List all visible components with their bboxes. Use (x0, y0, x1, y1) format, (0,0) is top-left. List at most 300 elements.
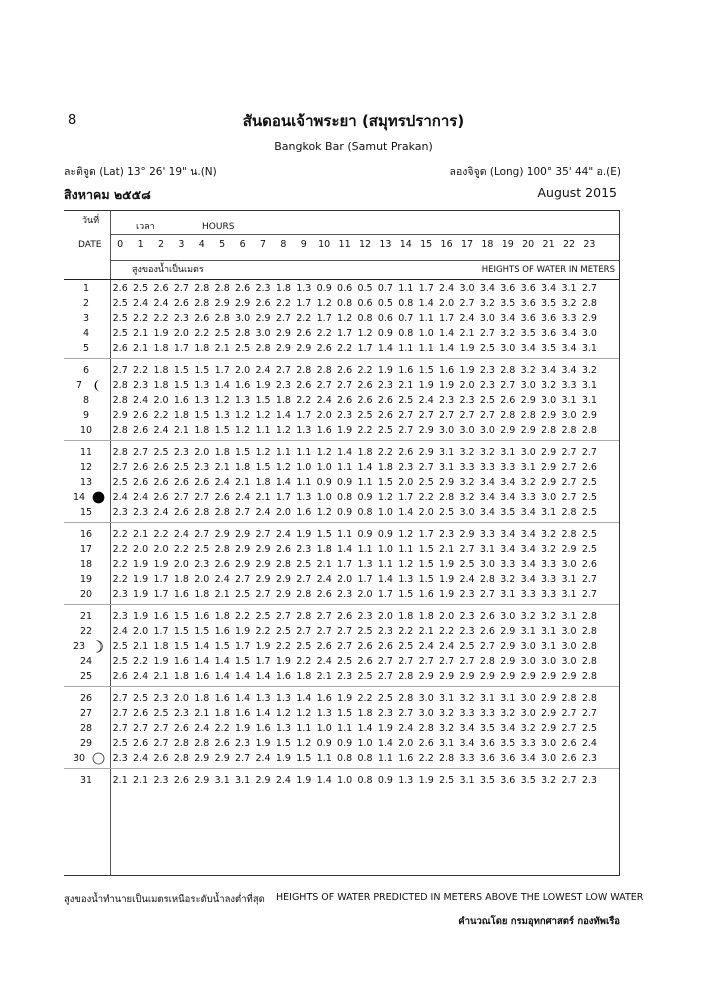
day-number: 20 (79, 589, 93, 600)
water-height-cell: 2.9 (500, 656, 516, 667)
water-height-cell: 2.5 (581, 544, 597, 555)
water-height-cell: 2.5 (357, 626, 373, 637)
water-height-cell: 1.9 (439, 574, 455, 585)
water-height-cell: 2.9 (541, 447, 557, 458)
table-row (64, 736, 620, 751)
water-height-cell: 2.7 (581, 283, 597, 294)
water-height-cell: 2.7 (581, 708, 597, 719)
water-height-cell: 3.4 (561, 365, 577, 376)
water-height-cell: 3.6 (500, 775, 516, 786)
water-height-cell: 2.8 (255, 343, 271, 354)
water-height-cell: 1.3 (398, 775, 414, 786)
hour-label: 21 (542, 239, 555, 250)
page-title-english: Bangkok Bar (Samut Prakan) (274, 140, 433, 153)
water-height-cell: 0.6 (337, 283, 353, 294)
water-height-cell: 2.7 (316, 626, 332, 637)
water-height-cell: 2.8 (418, 723, 434, 734)
water-height-cell: 3.1 (439, 693, 455, 704)
water-height-cell: 3.0 (520, 708, 536, 719)
water-height-cell: 2.7 (561, 492, 577, 503)
water-height-cell: 2.7 (173, 283, 189, 294)
water-height-cell: 2.9 (561, 544, 577, 555)
water-height-cell: 1.8 (316, 544, 332, 555)
water-height-cell: 2.8 (214, 507, 230, 518)
water-height-cell: 2.6 (337, 611, 353, 622)
water-height-cell: 2.6 (214, 559, 230, 570)
water-height-cell: 2.8 (398, 671, 414, 682)
water-height-cell: 1.9 (255, 380, 271, 391)
water-height-cell: 2.0 (398, 477, 414, 488)
water-height-cell: 1.5 (194, 365, 210, 376)
water-height-cell: 1.1 (337, 723, 353, 734)
water-height-cell: 2.5 (357, 671, 373, 682)
hour-label: 18 (481, 239, 494, 250)
water-height-cell: 2.6 (581, 462, 597, 473)
water-height-cell: 1.2 (235, 410, 251, 421)
water-height-cell: 1.6 (296, 507, 312, 518)
water-height-cell: 3.4 (520, 343, 536, 354)
water-height-cell: 1.2 (255, 447, 271, 458)
water-height-cell: 2.9 (194, 753, 210, 764)
water-height-cell: 2.2 (296, 395, 312, 406)
water-height-cell: 2.6 (133, 738, 149, 749)
water-height-cell: 2.8 (581, 656, 597, 667)
water-height-cell: 3.2 (520, 365, 536, 376)
water-height-cell: 2.6 (112, 343, 128, 354)
water-height-cell: 1.5 (235, 447, 251, 458)
water-height-cell: 2.3 (173, 313, 189, 324)
water-height-cell: 1.5 (316, 529, 332, 540)
day-number: 18 (79, 559, 93, 570)
water-height-cell: 2.1 (133, 328, 149, 339)
water-height-cell: 2.6 (133, 708, 149, 719)
water-height-cell: 1.5 (275, 738, 291, 749)
water-height-cell: 1.4 (377, 343, 393, 354)
water-height-cell: 2.8 (561, 693, 577, 704)
water-height-cell: 3.2 (541, 544, 557, 555)
water-height-cell: 2.1 (133, 529, 149, 540)
water-height-cell: 2.9 (275, 328, 291, 339)
water-height-cell: 0.5 (377, 298, 393, 309)
water-height-cell: 1.7 (316, 313, 332, 324)
water-height-cell: 2.0 (133, 544, 149, 555)
hour-label: 9 (300, 239, 307, 250)
water-height-cell: 2.5 (112, 313, 128, 324)
water-height-cell: 1.1 (418, 343, 434, 354)
water-height-cell: 2.5 (173, 462, 189, 473)
water-height-cell: 3.5 (541, 343, 557, 354)
water-height-cell: 2.9 (235, 298, 251, 309)
water-height-cell: 3.0 (459, 283, 475, 294)
water-height-cell: 2.5 (439, 775, 455, 786)
water-height-cell: 1.0 (316, 462, 332, 473)
water-height-cell: 1.7 (153, 574, 169, 585)
water-height-cell: 2.9 (275, 589, 291, 600)
table-row (64, 505, 620, 520)
water-height-cell: 2.6 (275, 544, 291, 555)
water-height-cell: 2.3 (255, 283, 271, 294)
water-height-cell: 2.8 (398, 693, 414, 704)
water-height-cell: 2.5 (377, 425, 393, 436)
water-height-cell: 1.7 (173, 343, 189, 354)
water-height-cell: 0.9 (357, 492, 373, 503)
water-height-cell: 3.0 (561, 410, 577, 421)
water-height-cell: 2.3 (459, 589, 475, 600)
water-height-cell: 3.1 (561, 283, 577, 294)
water-height-cell: 2.8 (439, 492, 455, 503)
water-height-cell: 2.9 (439, 477, 455, 488)
water-height-cell: 1.2 (214, 395, 230, 406)
water-height-cell: 2.5 (581, 492, 597, 503)
water-height-cell: 2.1 (418, 626, 434, 637)
water-height-cell: 3.3 (520, 492, 536, 503)
water-height-cell: 2.8 (214, 544, 230, 555)
water-height-cell: 3.4 (459, 738, 475, 749)
water-height-cell: 2.8 (214, 313, 230, 324)
water-height-cell: 3.3 (541, 589, 557, 600)
water-height-cell: 2.9 (541, 671, 557, 682)
water-height-cell: 2.6 (479, 626, 495, 637)
water-height-cell: 1.5 (173, 380, 189, 391)
water-height-cell: 2.9 (581, 313, 597, 324)
day-number: 31 (79, 775, 93, 786)
water-height-cell: 2.3 (581, 775, 597, 786)
water-height-cell: 1.7 (275, 492, 291, 503)
water-height-cell: 2.1 (133, 343, 149, 354)
water-height-cell: 0.9 (377, 775, 393, 786)
water-height-cell: 2.4 (214, 477, 230, 488)
water-height-cell: 3.6 (500, 753, 516, 764)
water-height-cell: 1.8 (153, 365, 169, 376)
water-height-cell: 2.9 (275, 343, 291, 354)
water-height-cell: 2.1 (439, 544, 455, 555)
water-height-cell: 1.3 (235, 395, 251, 406)
water-height-cell: 2.6 (112, 283, 128, 294)
water-height-cell: 3.4 (541, 283, 557, 294)
water-height-cell: 3.0 (541, 753, 557, 764)
water-height-cell: 3.6 (500, 283, 516, 294)
water-height-cell: 2.6 (153, 477, 169, 488)
water-height-cell: 1.5 (173, 626, 189, 637)
water-height-cell: 2.5 (194, 544, 210, 555)
water-height-cell: 2.8 (561, 529, 577, 540)
water-height-cell: 2.5 (214, 328, 230, 339)
water-height-cell: 2.0 (316, 410, 332, 421)
hour-label: 16 (440, 239, 453, 250)
water-height-cell: 2.7 (459, 656, 475, 667)
hour-label: 17 (460, 239, 474, 250)
day-number: 5 (82, 343, 90, 354)
day-header-thai: วันที่ (82, 216, 100, 226)
hour-label: 2 (157, 239, 165, 250)
water-height-cell: 1.6 (418, 589, 434, 600)
table-row (64, 281, 620, 296)
water-height-cell: 3.1 (520, 626, 536, 637)
water-height-cell: 3.2 (459, 477, 475, 488)
water-height-cell: 1.5 (173, 611, 189, 622)
water-height-cell: 2.3 (337, 671, 353, 682)
water-height-cell: 2.8 (581, 641, 597, 652)
water-height-cell: 2.3 (398, 462, 414, 473)
water-height-cell: 2.7 (275, 611, 291, 622)
hour-label: 19 (501, 239, 514, 250)
water-height-cell: 3.4 (500, 544, 516, 555)
hours-row-divider (110, 260, 619, 261)
water-height-cell: 1.7 (153, 589, 169, 600)
water-height-cell: 1.3 (296, 492, 312, 503)
water-height-cell: 2.5 (459, 641, 475, 652)
water-height-cell: 2.9 (439, 671, 455, 682)
water-height-cell: 1.4 (398, 507, 414, 518)
water-height-cell: 2.0 (439, 298, 455, 309)
day-number: 15 (79, 507, 93, 518)
water-height-cell: 2.2 (133, 313, 149, 324)
water-height-cell: 1.9 (255, 641, 271, 652)
water-height-cell: 2.6 (296, 380, 312, 391)
water-height-cell: 3.2 (459, 693, 475, 704)
water-height-cell: 2.6 (377, 641, 393, 652)
water-height-cell: 2.0 (418, 507, 434, 518)
water-height-cell: 1.3 (214, 410, 230, 421)
water-height-cell: 2.5 (479, 395, 495, 406)
water-height-cell: 2.7 (296, 626, 312, 637)
water-height-cell: 2.0 (173, 328, 189, 339)
water-height-cell: 2.2 (296, 313, 312, 324)
water-height-cell: 2.4 (439, 641, 455, 652)
water-height-cell: 1.1 (398, 343, 414, 354)
water-height-cell: 2.7 (479, 328, 495, 339)
water-height-cell: 1.8 (173, 671, 189, 682)
water-height-cell: 3.1 (439, 462, 455, 473)
water-height-cell: 2.7 (459, 410, 475, 421)
day-number: 1 (82, 283, 90, 294)
water-height-cell: 1.9 (459, 365, 475, 376)
water-height-cell: 2.7 (275, 313, 291, 324)
water-height-cell: 0.9 (357, 529, 373, 540)
water-height-cell: 1.3 (296, 283, 312, 294)
water-height-cell: 0.8 (357, 507, 373, 518)
water-height-cell: 2.2 (112, 529, 128, 540)
water-height-cell: 2.2 (255, 626, 271, 637)
water-height-cell: 1.7 (357, 343, 373, 354)
water-height-cell: 0.8 (357, 753, 373, 764)
water-height-cell: 2.4 (255, 365, 271, 376)
water-height-cell: 2.5 (459, 559, 475, 570)
water-height-cell: 2.3 (112, 753, 128, 764)
water-height-cell: 2.2 (357, 365, 373, 376)
water-height-cell: 2.5 (112, 738, 128, 749)
water-height-cell: 1.9 (337, 425, 353, 436)
water-height-cell: 2.4 (418, 641, 434, 652)
water-height-cell: 2.7 (153, 738, 169, 749)
water-height-cell: 1.7 (357, 574, 373, 585)
water-height-cell: 1.4 (194, 656, 210, 667)
water-height-cell: 2.6 (561, 753, 577, 764)
water-height-cell: 3.1 (561, 611, 577, 622)
water-height-cell: 1.5 (418, 544, 434, 555)
water-height-cell: 3.2 (541, 380, 557, 391)
water-height-cell: 2.2 (357, 425, 373, 436)
table-row (64, 721, 620, 736)
water-height-cell: 3.6 (541, 328, 557, 339)
water-height-cell: 0.8 (398, 298, 414, 309)
water-height-cell: 3.5 (500, 738, 516, 749)
water-height-cell: 2.4 (316, 574, 332, 585)
water-height-cell: 2.9 (459, 671, 475, 682)
water-height-cell: 2.4 (275, 775, 291, 786)
water-height-cell: 1.0 (337, 775, 353, 786)
water-height-cell: 3.0 (520, 656, 536, 667)
water-height-cell: 2.4 (255, 753, 271, 764)
water-height-cell: 1.1 (377, 559, 393, 570)
water-height-cell: 2.6 (255, 298, 271, 309)
water-height-cell: 1.7 (337, 328, 353, 339)
water-height-cell: 2.8 (194, 507, 210, 518)
water-height-cell: 1.5 (418, 365, 434, 376)
water-height-cell: 3.0 (581, 328, 597, 339)
water-height-cell: 1.1 (275, 447, 291, 458)
water-height-cell: 2.6 (377, 410, 393, 421)
water-height-cell: 1.8 (194, 693, 210, 704)
day-number: 29 (79, 738, 93, 749)
water-height-cell: 2.9 (214, 753, 230, 764)
water-height-cell: 1.9 (275, 656, 291, 667)
table-row (64, 475, 620, 490)
water-height-cell: 3.0 (500, 343, 516, 354)
water-height-cell: 2.8 (500, 410, 516, 421)
water-height-cell: 2.1 (214, 589, 230, 600)
water-height-cell: 1.6 (194, 611, 210, 622)
water-height-cell: 1.5 (398, 589, 414, 600)
water-height-cell: 2.2 (275, 641, 291, 652)
water-height-cell: 2.2 (418, 753, 434, 764)
water-height-cell: 1.2 (275, 462, 291, 473)
water-height-cell: 3.0 (439, 425, 455, 436)
table-row (64, 393, 620, 408)
water-height-cell: 2.4 (275, 529, 291, 540)
water-height-cell: 1.6 (316, 425, 332, 436)
water-height-cell: 0.9 (337, 477, 353, 488)
water-height-cell: 2.6 (316, 343, 332, 354)
water-height-cell: 3.1 (561, 574, 577, 585)
water-height-cell: 2.5 (133, 283, 149, 294)
water-height-cell: 2.7 (439, 656, 455, 667)
water-height-cell: 1.8 (235, 462, 251, 473)
water-height-cell: 2.3 (173, 447, 189, 458)
water-height-cell: 3.3 (541, 574, 557, 585)
water-height-cell: 1.7 (153, 626, 169, 637)
water-height-cell: 0.8 (337, 492, 353, 503)
water-height-cell: 2.1 (459, 328, 475, 339)
water-height-cell: 2.0 (194, 574, 210, 585)
water-height-cell: 3.6 (520, 283, 536, 294)
table-row (64, 423, 620, 438)
water-height-cell: 3.2 (500, 328, 516, 339)
water-height-cell: 1.8 (153, 380, 169, 391)
day-number: 8 (82, 395, 90, 406)
water-height-cell: 2.1 (214, 462, 230, 473)
water-height-cell: 3.5 (479, 723, 495, 734)
water-height-cell: 3.1 (459, 775, 475, 786)
day-number: 14 (72, 492, 86, 503)
water-height-cell: 1.0 (296, 462, 312, 473)
day-number: 12 (79, 462, 93, 473)
water-height-cell: 2.7 (296, 574, 312, 585)
water-height-cell: 3.0 (520, 380, 536, 391)
water-height-cell: 3.6 (479, 753, 495, 764)
height-header-english: HEIGHTS OF WATER IN METERS (481, 265, 615, 275)
water-height-cell: 2.9 (255, 313, 271, 324)
hours-header-divider (110, 234, 619, 235)
water-height-cell: 3.3 (479, 708, 495, 719)
water-height-cell: 2.7 (561, 723, 577, 734)
water-height-cell: 2.9 (418, 447, 434, 458)
water-height-cell: 2.4 (133, 492, 149, 503)
water-height-cell: 1.8 (418, 611, 434, 622)
day-number: 3 (82, 313, 90, 324)
water-height-cell: 2.7 (561, 447, 577, 458)
water-height-cell: 1.9 (133, 574, 149, 585)
water-height-cell: 1.9 (439, 380, 455, 391)
water-height-cell: 2.8 (439, 753, 455, 764)
water-height-cell: 2.7 (398, 708, 414, 719)
water-height-cell: 3.4 (520, 507, 536, 518)
hour-label: 15 (420, 239, 433, 250)
water-height-cell: 2.7 (194, 492, 210, 503)
water-height-cell: 2.5 (235, 589, 251, 600)
water-height-cell: 3.3 (500, 559, 516, 570)
water-height-cell: 2.2 (316, 328, 332, 339)
water-height-cell: 2.3 (194, 559, 210, 570)
water-height-cell: 2.7 (418, 462, 434, 473)
water-height-cell: 1.0 (418, 328, 434, 339)
table-row (64, 527, 620, 542)
water-height-cell: 2.1 (255, 492, 271, 503)
water-height-cell: 2.9 (235, 559, 251, 570)
table-row (64, 296, 620, 311)
water-height-cell: 2.2 (194, 328, 210, 339)
water-height-cell: 1.8 (214, 708, 230, 719)
hour-label: 20 (522, 239, 535, 250)
water-height-cell: 3.4 (541, 365, 557, 376)
water-height-cell: 2.8 (479, 656, 495, 667)
water-height-cell: 2.2 (296, 656, 312, 667)
water-height-cell: 1.4 (255, 708, 271, 719)
water-height-cell: 1.4 (275, 477, 291, 488)
water-height-cell: 3.4 (561, 328, 577, 339)
water-height-cell: 3.2 (581, 365, 597, 376)
water-height-cell: 1.9 (337, 693, 353, 704)
water-height-cell: 1.5 (214, 425, 230, 436)
time-header-thai: เวลา (136, 222, 155, 232)
water-height-cell: 2.7 (112, 708, 128, 719)
water-height-cell: 2.7 (337, 641, 353, 652)
day-number: 4 (82, 328, 90, 339)
water-height-cell: 2.6 (153, 753, 169, 764)
water-height-cell: 2.3 (337, 410, 353, 421)
table-row (64, 609, 620, 624)
water-height-cell: 2.3 (112, 611, 128, 622)
water-height-cell: 3.2 (459, 447, 475, 458)
water-height-cell: 3.1 (439, 447, 455, 458)
water-height-cell: 3.0 (541, 738, 557, 749)
water-height-cell: 3.1 (479, 544, 495, 555)
water-height-cell: 1.4 (214, 671, 230, 682)
water-height-cell: 2.3 (133, 507, 149, 518)
water-height-cell: 1.2 (337, 313, 353, 324)
water-height-cell: 2.7 (561, 708, 577, 719)
water-height-cell: 1.9 (235, 626, 251, 637)
